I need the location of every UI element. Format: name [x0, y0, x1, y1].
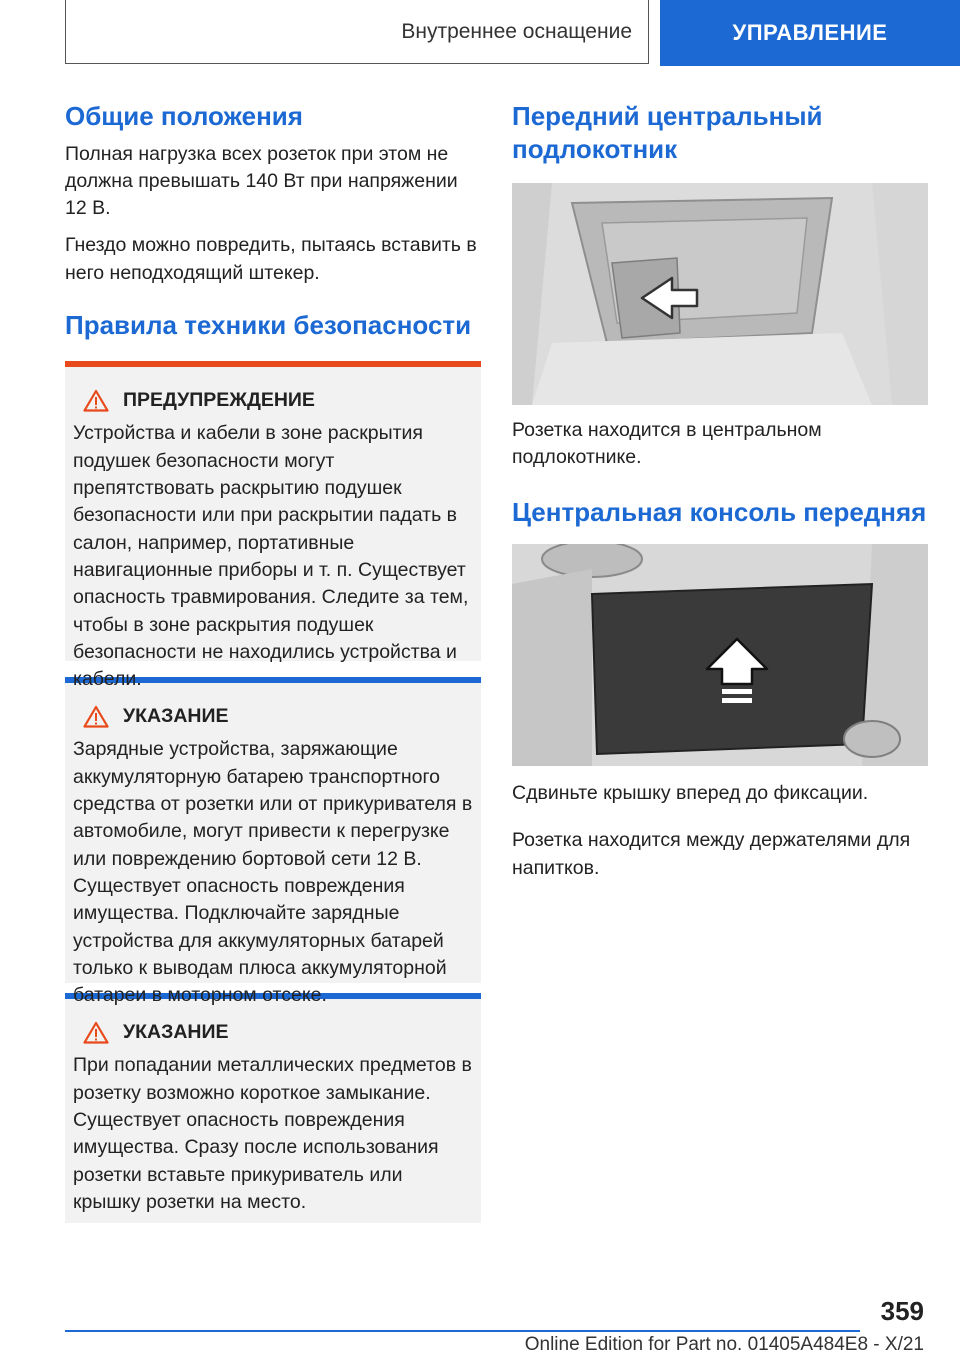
safety-heading: Правила техники безопасности — [65, 309, 472, 340]
armrest-photo — [512, 183, 928, 405]
general-paragraph-1: Полная нагрузка всех розеток при этом не должна превышать 140 Вт при напряжении 12 В. — [65, 142, 458, 220]
armrest-heading: Передний центральный подлокотник — [512, 101, 823, 164]
console-heading: Центральная консоль передняя — [512, 496, 927, 527]
notice-text-1: Зарядные устройства, заряжающие аккумуляторную батарею транспортного средства от розетки или от прикуривателя в автомобиле, могут привести к перегрузке или повреждению бортовой сети 12 В. Существует опасность повреждения имущества. Подключайте зарядные устройства для аккумуляторных батарей только к выводам плюса аккумуляторной батареи в моторном отсеке. — [73, 738, 473, 1007]
general-paragraph-2: Гнездо можно повредить, пытаясь вставить в него неподходящий штекер. — [65, 234, 477, 284]
armrest-paragraph: Розетка находится в центральном подлокотнике. — [512, 419, 822, 469]
armrest-illustration — [512, 183, 928, 405]
warning-header — [73, 389, 473, 412]
header-chapter-tab[interactable] — [660, 0, 960, 66]
console-paragraph-1: Сдвиньте крышку вперед до фиксации. — [512, 782, 869, 805]
warning-triangle-icon — [83, 1021, 109, 1044]
left-column — [65, 100, 481, 1223]
general-heading: Общие положения — [65, 101, 303, 131]
console-illustration — [512, 544, 928, 766]
console-paragraph-2: Розетка находится между держателями для напитков. — [512, 829, 911, 879]
notice-title-2: УКАЗАНИЕ — [123, 1021, 229, 1044]
notice-title-1: УКАЗАНИЕ — [123, 705, 229, 728]
header-section-title: Внутреннее оснащение — [401, 19, 632, 43]
warning-triangle-icon — [83, 705, 109, 728]
header-section-box — [65, 0, 649, 64]
notice-text-2: При попадании металлических предметов в розетку возможно короткое замыкание. Существует опасность повреждения имущества. Сразу после использования розетки вставьте прикуриватель или крышку розетки на место. — [73, 1054, 472, 1213]
right-column — [512, 100, 928, 892]
notice-box-2 — [65, 993, 481, 1223]
page-number: 359 — [880, 1296, 924, 1326]
header-chapter-title: УПРАВЛЕНИЕ — [732, 20, 888, 45]
notice-header-1 — [73, 705, 473, 728]
notice-box-1 — [65, 677, 481, 1007]
footer-divider — [65, 1330, 860, 1332]
warning-text: Устройства и кабели в зоне раскрытия подушек безопасности могут препятствовать раскрытию подушек безопасности или при раскрытии падать в салон, например, портативные навигационные приборы и т. п. Существует опасность травмирования. Следите за тем, чтобы в зоне раскрытия подушек безопасности не находились устройства и кабели. — [73, 422, 469, 691]
notice-header-2 — [73, 1021, 473, 1044]
warning-box — [65, 361, 481, 691]
footer-edition: Online Edition for Part no. 01405A484E8 - X/21 — [524, 1334, 924, 1355]
console-photo — [512, 544, 928, 766]
warning-title: ПРЕДУПРЕЖДЕНИЕ — [123, 389, 315, 412]
warning-triangle-icon — [83, 389, 109, 412]
